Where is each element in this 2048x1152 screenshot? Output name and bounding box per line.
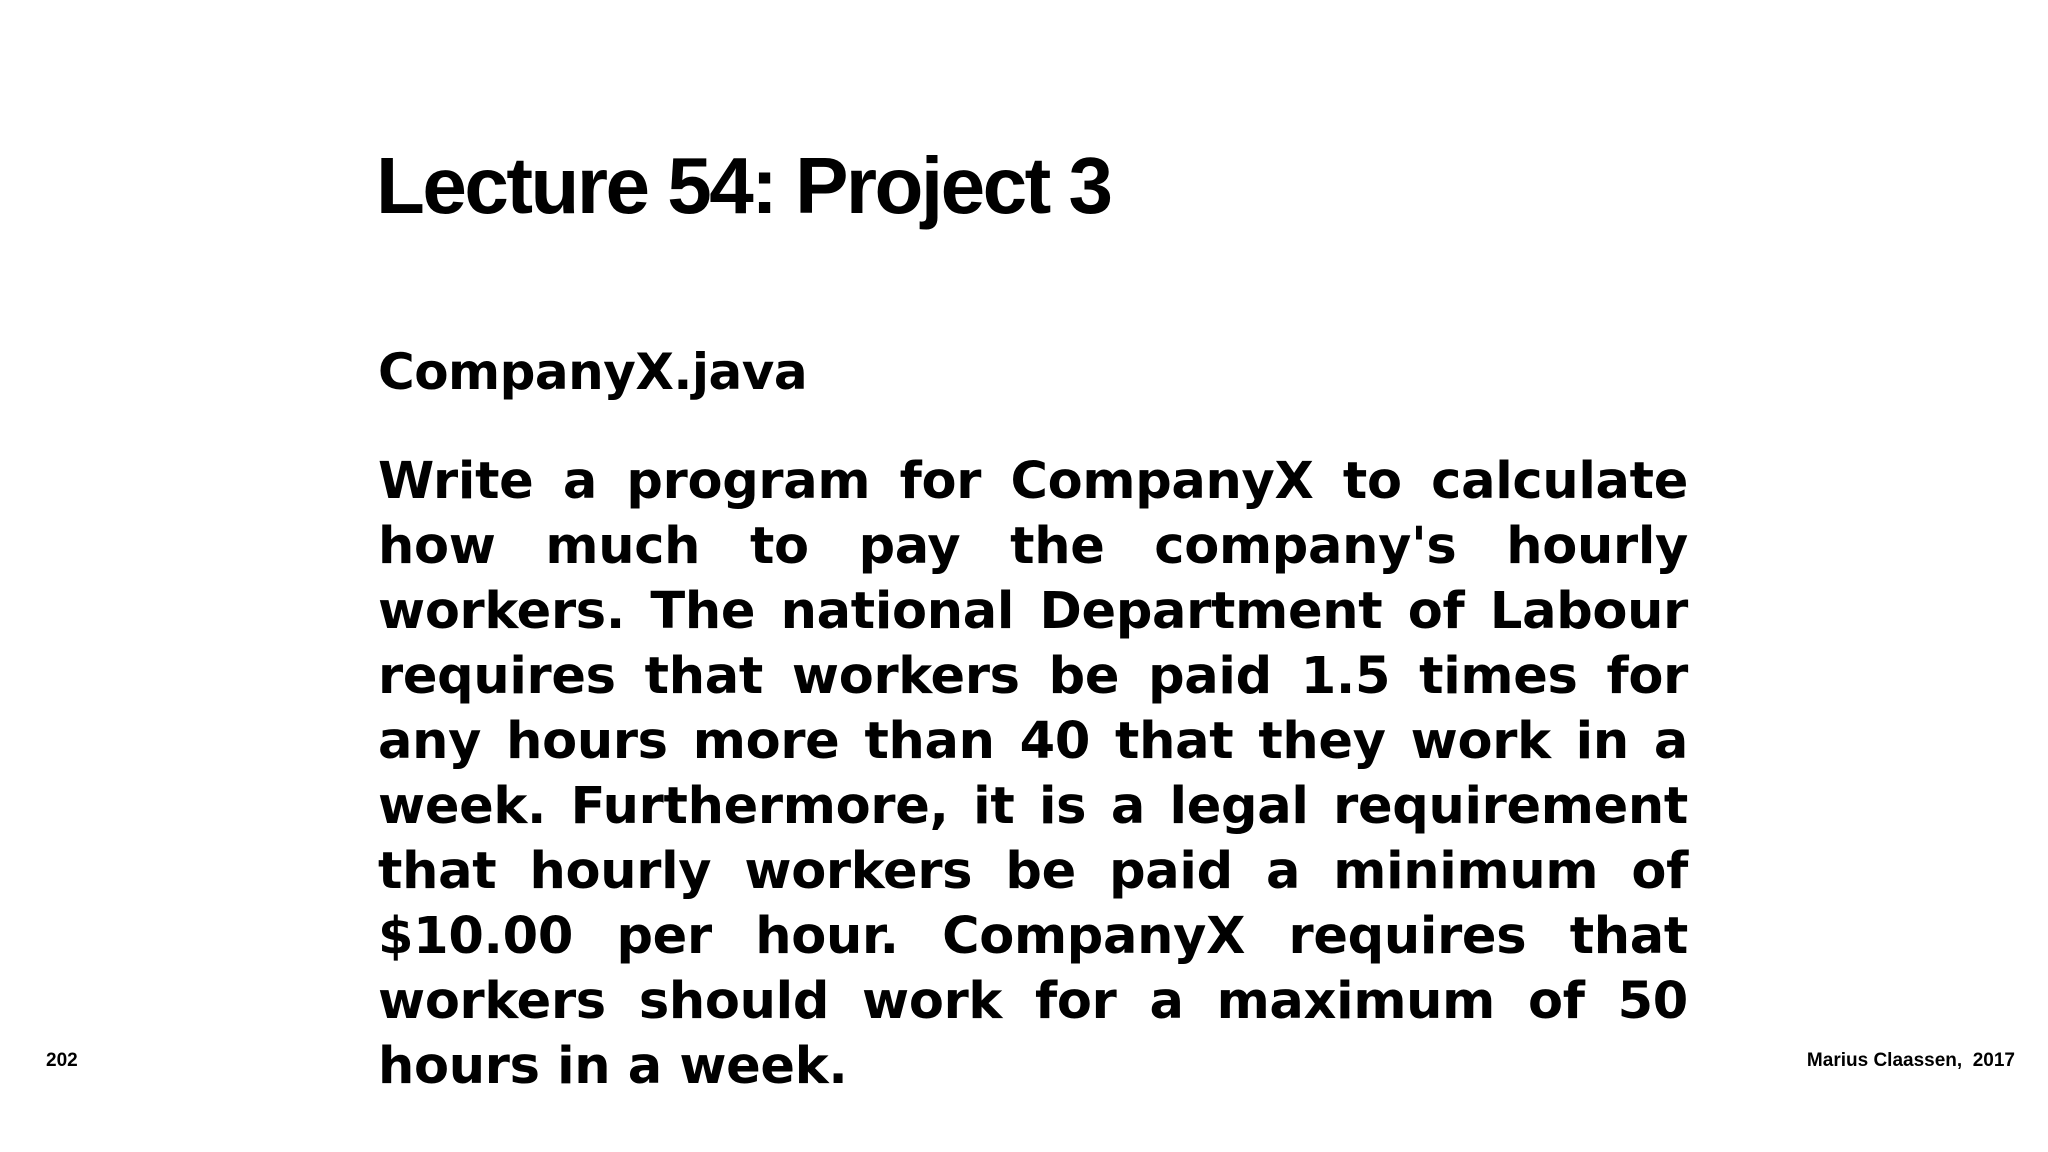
slide-title: Lecture 54: Project 3 xyxy=(376,141,1111,230)
page-number: 202 xyxy=(46,1050,78,1071)
file-name-heading: CompanyX.java xyxy=(378,343,808,401)
author-credit: Marius Claassen, 2017 xyxy=(1806,1050,2015,1071)
assignment-description: Write a program for CompanyX to calculate how much to pay the company's hourly workers. The national Department of Labour requires that workers be paid 1.5 times for any hours more than 40 that they work in a week. Furthermore, it is a legal requirement that hourly workers be paid a minimum of $10.00 per hour. CompanyX requires that workers should work for a maximum of 50 hours in a week. xyxy=(378,452,1688,1096)
